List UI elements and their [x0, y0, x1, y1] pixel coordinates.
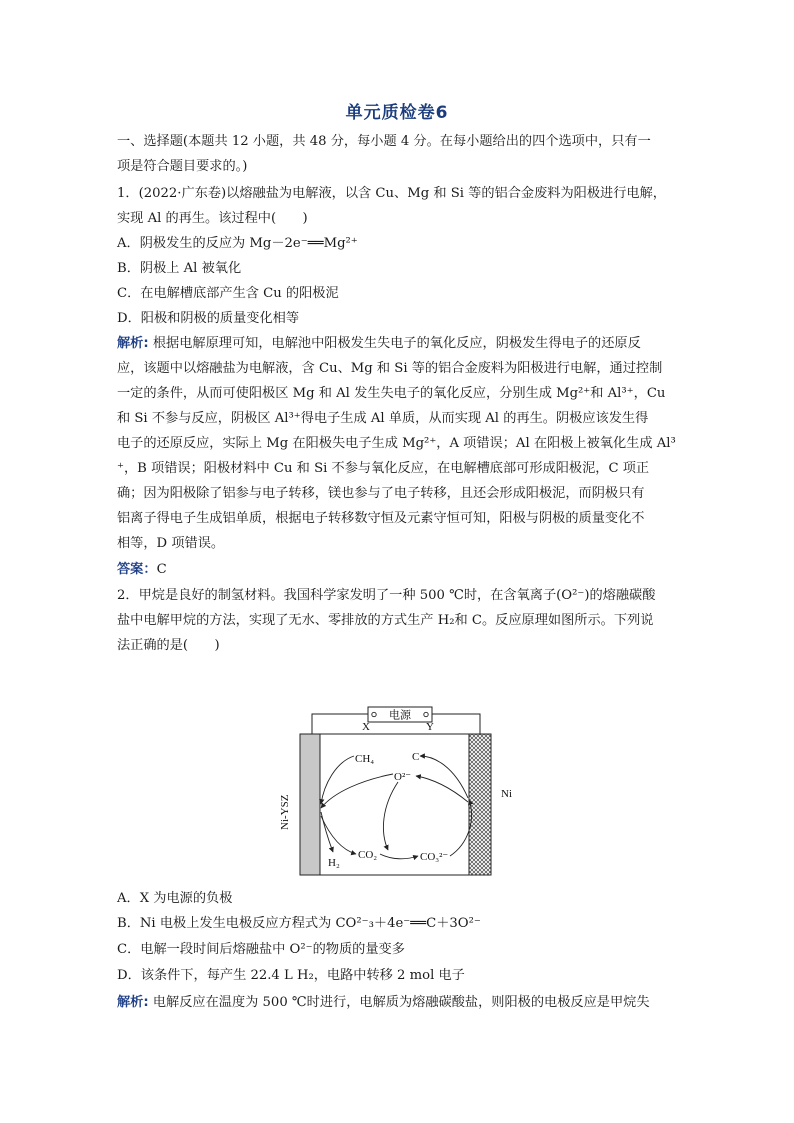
q1-stem-line-2: 实现 Al 的再生。该过程中( ) [117, 211, 308, 226]
q1-analysis-line-1 [117, 334, 685, 354]
q1-analysis-line-3: 一定的条件，从而可使阳极区 Mg 和 Al 发生失电子的氧化反应，分别生成 Mg²⁺和 Al³⁺，Cu [117, 386, 666, 401]
ni-electrode [469, 734, 491, 875]
analysis-label: 解析: [117, 336, 149, 351]
q2-analysis-line-1 [117, 993, 685, 1013]
electrolysis-diagram-svg [270, 704, 530, 879]
q1-analysis-line-2: 应，该题中以熔融盐为电解液，含 Cu、Mg 和 Si 等的铝合金废料为阳极进行电解，通过控制 [117, 361, 663, 376]
ni-ysz-electrode [300, 734, 320, 875]
ni-label: Ni [501, 788, 512, 800]
power-terminal-y [424, 712, 428, 716]
q1-option-b: B．阴极上 Al 被氧化 [117, 261, 242, 276]
q1-analysis-line-4: 和 Si 不参与反应，阴极区 Al³⁺得电子生成 Al 单质，从而实现 Al 的再生。阴极应该发生得 [117, 411, 649, 426]
q2-stem-line-2: 盐中电解甲烷的方法，实现了无水、零排放的方式生产 H₂和 C。反应原理如图所示。下列说 [117, 613, 654, 628]
page-title: 单元质检卷6 [345, 103, 449, 123]
answer-value: C [156, 562, 167, 577]
q1-analysis-line-6: ⁺，B 项错误；阳极材料中 Cu 和 Si 不参与氧化反应，在电解槽底部可形成阳极泥，C 项正 [117, 461, 650, 476]
species-h2: H₂ [328, 857, 340, 869]
species-ch4: CH₄ [355, 753, 375, 765]
q1-stem-line-1: 1．(2022·广东卷)以熔融盐为电解液，以含 Cu、Mg 和 Si 等的铝合金废料为阳极进行电解， [117, 186, 666, 201]
q2-option-b: B．Ni 电极上发生电极反应方程式为 CO²⁻₃＋4e⁻══C＋3O²⁻ [117, 916, 481, 931]
electrolytic-cell [300, 734, 491, 875]
q1-option-d: D．阳极和阴极的质量变化相等 [117, 311, 300, 326]
q1-analysis-line-9: 相等，D 项错误。 [117, 536, 225, 551]
terminal-y-label: Y [426, 721, 434, 733]
q1-option-c: C．在电解槽底部产生含 Cu 的阳极泥 [117, 286, 339, 301]
electrolysis-diagram [270, 704, 530, 879]
q1-analysis-line-8: 铝离子得电子生成铝单质，根据电子转移数守恒及元素守恒可知，阳极与阴极的质量变化不 [117, 511, 645, 526]
q2-analysis-text: 电解反应在温度为 500 ℃时进行，电解质为熔融碳酸盐，则阳极的电极反应是甲烷失 [148, 995, 650, 1010]
species-co2: CO₂ [358, 849, 378, 861]
q2-option-d: D．该条件下，每产生 22.4 L H₂，电路中转移 2 mol 电子 [117, 968, 465, 983]
ni-ysz-label: Ni-YSZ [279, 794, 291, 830]
wire-left [312, 714, 368, 734]
power-source-label: 电源 [389, 709, 411, 722]
q2-option-a: A．X 为电源的负极 [117, 891, 233, 906]
q2-stem-line-3: 法正确的是( ) [117, 638, 220, 653]
power-terminal-x [372, 712, 376, 716]
q1-analysis-line-7: 确；因为阳极除了铝参与电子转移，镁也参与了电子转移，且还会形成阳极泥，而阴极只有 [117, 486, 645, 501]
q2-option-c: C．电解一段时间后熔融盐中 O²⁻的物质的量变多 [117, 942, 405, 957]
section-heading-line-1: 一、选择题(本题共 12 小题，共 48 分，每小题 4 分。在每小题给出的四个选项中，只有一 [117, 134, 651, 149]
terminal-x-label: X [362, 721, 370, 733]
section-heading-line-2: 项是符合题目要求的。) [117, 159, 248, 174]
q2-analysis-label: 解析: [117, 995, 149, 1010]
wire-right [432, 714, 480, 734]
species-o2: O²⁻ [394, 771, 412, 783]
q1-answer [117, 560, 685, 580]
answer-label: 答案： [117, 562, 157, 577]
analysis-text: 根据电解原理可知，电解池中阳极发生失电子的氧化反应，阴极发生得电子的还原反 [148, 336, 641, 351]
q1-option-a: A．阴极发生的反应为 Mg－2e⁻══Mg²⁺ [117, 236, 358, 251]
species-co3: CO₃²⁻ [420, 851, 449, 863]
q1-analysis-line-5: 电子的还原反应，实际上 Mg 在阳极失电子生成 Mg²⁺，A 项错误；Al 在阳极上被氧化生成 Al³ [117, 436, 676, 451]
q2-stem-line-1: 2．甲烷是良好的制氢材料。我国科学家发明了一种 500 ℃时，在含氧离子(O²⁻)的熔融碳酸 [117, 588, 656, 603]
species-c: C [412, 751, 420, 763]
